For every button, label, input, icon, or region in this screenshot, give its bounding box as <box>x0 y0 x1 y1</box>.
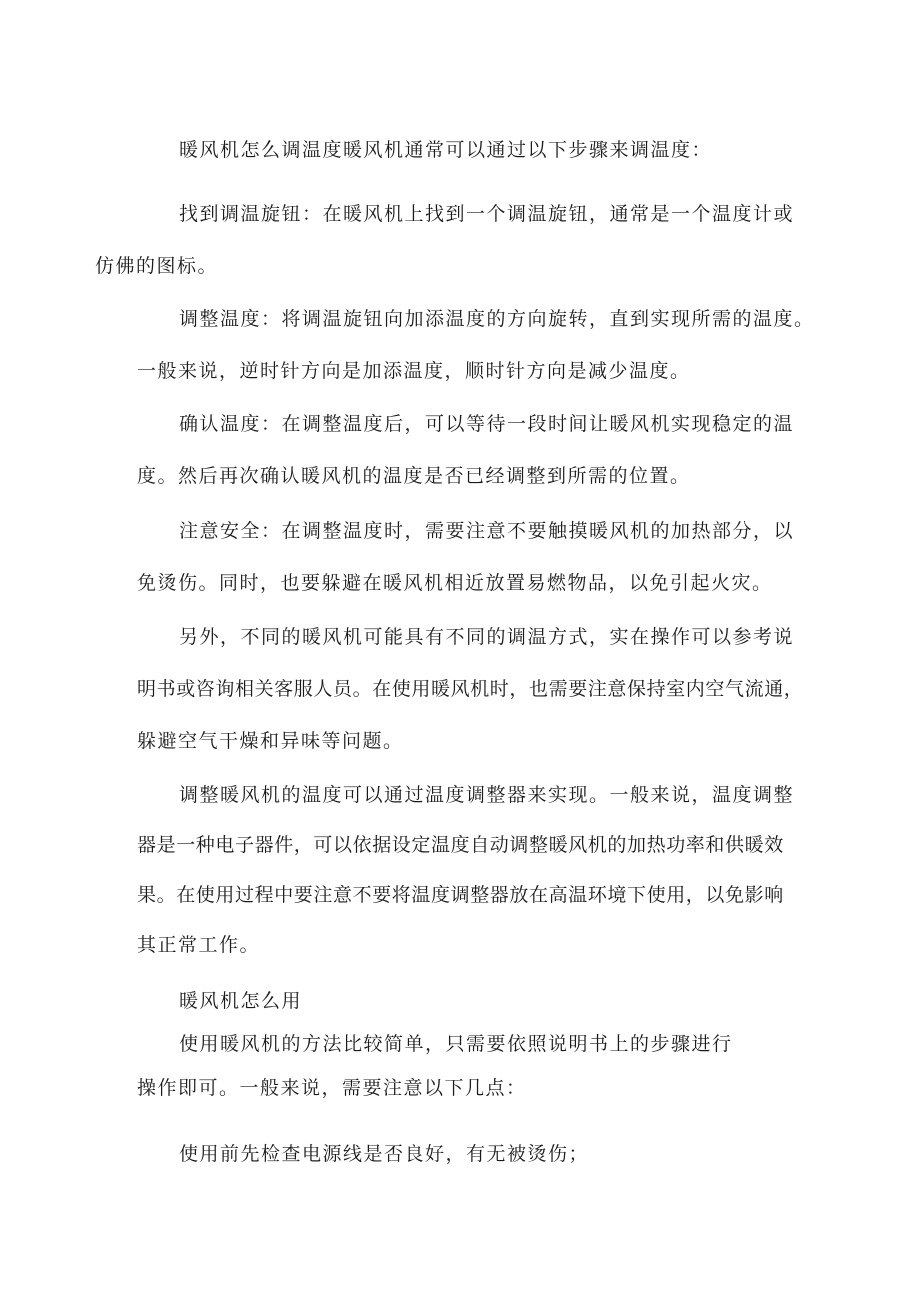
paragraph-check-power-cord <box>137 1128 797 1180</box>
text-line: 暖风机怎么调温度暖风机通常可以通过以下步骤来调温度： <box>179 139 713 161</box>
text-line: 其正常工作。 <box>137 934 261 956</box>
text-line: 暖风机怎么用 <box>179 990 303 1012</box>
text-line: 果。在使用过程中要注意不要将温度调整器放在高温环境下使用，以免影响 <box>137 884 784 906</box>
text-line: 躲避空气干燥和异味等问题。 <box>137 730 404 752</box>
paragraph-find-knob <box>95 188 797 292</box>
section-heading-how-to-use <box>137 984 797 1018</box>
text-line: 确认温度：在调整温度后，可以等待一段时间让暖风机实现稳定的温 <box>179 413 795 435</box>
text-line: 使用暖风机的方法比较简单，只需要依照说明书上的步骤进行 <box>179 1033 733 1055</box>
paragraph-safety <box>137 505 797 609</box>
text-line: 调整暖风机的温度可以通过温度调整器来实现。一般来说，温度调整 <box>179 784 795 806</box>
text-line: 另外，不同的暖风机可能具有不同的调温方式，实在操作可以参考说 <box>179 626 795 648</box>
paragraph-additional-notes <box>137 611 804 767</box>
paragraph-intro <box>137 124 797 176</box>
text-line: 调整温度：将调温旋钮向加添温度的方向旋转，直到实现所需的温度。 <box>179 308 815 330</box>
text-line: 明书或咨询相关客服人员。在使用暖风机时，也需要注意保持室内空气流通， <box>137 678 804 700</box>
text-line: 注意安全：在调整温度时，需要注意不要触摸暖风机的加热部分，以 <box>179 520 795 542</box>
text-line: 操作即可。一般来说，需要注意以下几点： <box>137 1077 527 1099</box>
text-line: 使用前先检查电源线是否良好，有无被烫伤； <box>179 1143 590 1165</box>
text-line: 找到调温旋钮：在暖风机上找到一个调温旋钮，通常是一个温度计或 <box>179 203 795 225</box>
text-line: 免烫伤。同时，也要躲避在暖风机相近放置易燃物品，以免引起火灾。 <box>137 572 773 594</box>
text-line: 一般来说，逆时针方向是加添温度，顺时针方向是减少温度。 <box>137 360 691 382</box>
paragraph-usage-intro <box>137 1022 797 1110</box>
paragraph-adjust-temperature <box>137 293 815 397</box>
paragraph-temperature-regulator <box>137 770 797 970</box>
text-line: 度。然后再次确认暖风机的温度是否已经调整到所需的位置。 <box>137 465 691 487</box>
paragraph-confirm-temperature <box>137 398 797 502</box>
text-line: 器是一种电子器件，可以依据设定温度自动调整暖风机的加热功率和供暖效 <box>137 834 784 856</box>
text-line: 仿佛的图标。 <box>95 255 219 277</box>
